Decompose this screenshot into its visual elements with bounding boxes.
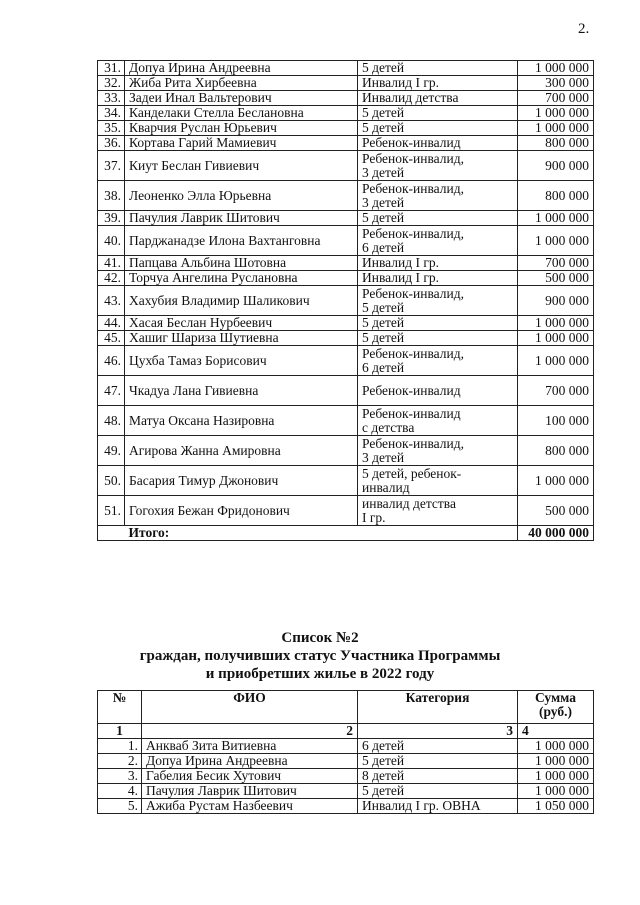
row-category <box>358 316 518 331</box>
row-name: Допуа Ирина Андреевна <box>125 61 358 76</box>
row-number: 31. <box>98 61 125 76</box>
row-sum: 800 000 <box>518 436 594 466</box>
row-category: 5 детей <box>358 754 518 769</box>
row-category <box>358 406 518 436</box>
row-sum: 800 000 <box>518 136 594 151</box>
index-cell: 2 <box>142 724 358 739</box>
table-row <box>98 799 594 814</box>
row-category: 8 детей <box>358 769 518 784</box>
category-line: 5 детей <box>362 299 405 315</box>
category-line: 5 детей <box>362 120 405 135</box>
category-line: 3 детей <box>362 194 405 210</box>
category-line: 5 детей <box>362 105 405 120</box>
row-number: 1. <box>98 739 142 754</box>
category-line: Ребенок-инвалид <box>362 405 461 421</box>
row-name: Допуа Ирина Андреевна <box>142 754 358 769</box>
category-line: I гр. <box>362 509 386 525</box>
row-name: Парджанадзе Илона Вахтанговна <box>125 226 358 256</box>
table-row <box>98 256 594 271</box>
row-sum: 1 000 000 <box>518 346 594 376</box>
list2-subtitle-2: и приобретших жилье в 2022 году <box>205 666 435 682</box>
category-line: Инвалид I гр. <box>362 75 440 90</box>
row-sum: 1 050 000 <box>518 799 594 814</box>
row-number: 36. <box>98 136 125 151</box>
row-number: 39. <box>98 211 125 226</box>
row-name: Пачулия Лаврик Шитович <box>142 784 358 799</box>
category-line: 5 детей <box>362 330 405 345</box>
row-name: Гогохия Бежан Фридонович <box>125 496 358 526</box>
table-row <box>98 226 594 256</box>
row-category <box>358 466 518 496</box>
row-sum: 1 000 000 <box>518 754 594 769</box>
category-line: Ребенок-инвалид, <box>362 225 464 241</box>
total-spacer <box>98 526 125 541</box>
row-category: 5 детей <box>358 784 518 799</box>
row-sum: 1 000 000 <box>518 466 594 496</box>
row-sum: 1 000 000 <box>518 211 594 226</box>
row-category <box>358 61 518 76</box>
category-line: Инвалид детства <box>362 90 459 105</box>
row-sum: 1 000 000 <box>518 769 594 784</box>
row-category <box>358 91 518 106</box>
list2-subtitle: граждан, получивших статус Участника Программы <box>139 648 501 664</box>
row-name: Матуа Оксана Назировна <box>125 406 358 436</box>
table-row <box>98 151 594 181</box>
category-line: Инвалид I гр. <box>362 255 440 270</box>
index-row <box>98 724 594 739</box>
row-category: Инвалид I гр. ОВНА <box>358 799 518 814</box>
row-number: 43. <box>98 286 125 316</box>
row-name: Хашиг Шариза Шутиевна <box>125 331 358 346</box>
row-category <box>358 106 518 121</box>
row-sum: 1 000 000 <box>518 61 594 76</box>
header-category: Категория <box>358 691 518 724</box>
list2-table <box>97 690 594 814</box>
row-number: 45. <box>98 331 125 346</box>
row-sum: 800 000 <box>518 181 594 211</box>
row-name: Киут Беслан Гивиевич <box>125 151 358 181</box>
category-line: 3 детей <box>362 164 405 180</box>
table-row <box>98 769 594 784</box>
index-cell: 4 <box>518 724 594 739</box>
category-line: Ребенок-инвалид <box>362 382 461 398</box>
category-line: инвалид <box>362 479 410 495</box>
row-number: 37. <box>98 151 125 181</box>
row-name: Жиба Рита Хирбеевна <box>125 76 358 91</box>
row-category <box>358 226 518 256</box>
row-sum: 900 000 <box>518 151 594 181</box>
list1-table <box>97 60 594 541</box>
row-sum: 700 000 <box>518 91 594 106</box>
table-row <box>98 406 594 436</box>
table-row <box>98 136 594 151</box>
row-number: 51. <box>98 496 125 526</box>
row-sum: 500 000 <box>518 496 594 526</box>
row-sum: 700 000 <box>518 256 594 271</box>
table-row <box>98 331 594 346</box>
table-row <box>98 286 594 316</box>
total-row <box>98 526 594 541</box>
table-row <box>98 496 594 526</box>
index-cell: 3 <box>358 724 518 739</box>
table-row <box>98 466 594 496</box>
category-line: 5 детей, ребенок- <box>362 465 462 481</box>
row-name: Леоненко Элла Юрьевна <box>125 181 358 211</box>
row-category <box>358 76 518 91</box>
row-sum: 1 000 000 <box>518 316 594 331</box>
header-row <box>98 691 594 724</box>
row-number: 46. <box>98 346 125 376</box>
list2-title: Список №2 <box>281 630 359 646</box>
row-number: 5. <box>98 799 142 814</box>
header-name: ФИО <box>142 691 358 724</box>
table-row <box>98 316 594 331</box>
category-line: Инвалид I гр. <box>362 270 440 285</box>
row-number: 32. <box>98 76 125 91</box>
row-number: 50. <box>98 466 125 496</box>
row-category <box>358 346 518 376</box>
row-name: Пачулия Лаврик Шитович <box>125 211 358 226</box>
category-line: с детства <box>362 419 415 435</box>
row-number: 3. <box>98 769 142 784</box>
row-category <box>358 331 518 346</box>
row-name: Кортава Гарий Мамиевич <box>125 136 358 151</box>
row-category <box>358 181 518 211</box>
row-category <box>358 376 518 406</box>
row-number: 38. <box>98 181 125 211</box>
table-row <box>98 739 594 754</box>
category-line: 6 детей <box>362 239 405 255</box>
table-row <box>98 181 594 211</box>
category-line: 5 детей <box>362 60 405 75</box>
row-category <box>358 151 518 181</box>
row-category <box>358 136 518 151</box>
row-category: 6 детей <box>358 739 518 754</box>
index-cell: 1 <box>98 724 142 739</box>
row-name: Торчуа Ангелина Руслановна <box>125 271 358 286</box>
row-number: 40. <box>98 226 125 256</box>
row-name: Габелия Бесик Хутович <box>142 769 358 784</box>
category-line: Ребенок-инвалид, <box>362 345 464 361</box>
row-category <box>358 286 518 316</box>
category-line: Ребенок-инвалид, <box>362 435 464 451</box>
row-name: Канделаки Стелла Беслановна <box>125 106 358 121</box>
row-number: 34. <box>98 106 125 121</box>
row-name: Задеи Инал Вальтерович <box>125 91 358 106</box>
header-no: № <box>98 691 142 724</box>
total-label: Итого: <box>125 526 518 541</box>
table-row <box>98 76 594 91</box>
category-line: 6 детей <box>362 359 405 375</box>
row-sum: 700 000 <box>518 376 594 406</box>
row-name: Папцава Альбина Шотовна <box>125 256 358 271</box>
row-name: Кварчия Руслан Юрьевич <box>125 121 358 136</box>
row-name: Чкадуа Лана Гивиевна <box>125 376 358 406</box>
row-sum: 500 000 <box>518 271 594 286</box>
table-row <box>98 436 594 466</box>
table-row <box>98 376 594 406</box>
row-number: 48. <box>98 406 125 436</box>
total-sum: 40 000 000 <box>518 526 594 541</box>
category-line: 3 детей <box>362 449 405 465</box>
table-row <box>98 106 594 121</box>
category-line: 5 детей <box>362 210 405 225</box>
category-line: Ребенок-инвалид, <box>362 180 464 196</box>
row-number: 44. <box>98 316 125 331</box>
table-row <box>98 346 594 376</box>
row-name: Хахубия Владимир Шаликович <box>125 286 358 316</box>
row-name: Хасая Беслан Нурбеевич <box>125 316 358 331</box>
row-number: 4. <box>98 784 142 799</box>
row-category <box>358 211 518 226</box>
table-row <box>98 91 594 106</box>
row-name: Анкваб Зита Витиевна <box>142 739 358 754</box>
row-sum: 300 000 <box>518 76 594 91</box>
header-sum-label: Сумма <box>534 690 577 705</box>
row-number: 33. <box>98 91 125 106</box>
row-number: 42. <box>98 271 125 286</box>
category-line: Ребенок-инвалид, <box>362 285 464 301</box>
header-sum <box>518 691 594 724</box>
table-row <box>98 61 594 76</box>
category-line: 5 детей <box>362 315 405 330</box>
table-row <box>98 121 594 136</box>
row-sum: 1 000 000 <box>518 106 594 121</box>
row-name: Ажиба Рустам Назбеевич <box>142 799 358 814</box>
row-category <box>358 271 518 286</box>
row-number: 47. <box>98 376 125 406</box>
row-number: 49. <box>98 436 125 466</box>
table-row <box>98 271 594 286</box>
page-number: 2. <box>578 21 590 37</box>
row-sum: 1 000 000 <box>518 739 594 754</box>
row-name: Басария Тимур Джонович <box>125 466 358 496</box>
table-row <box>98 211 594 226</box>
category-line: инвалид детства <box>362 495 456 511</box>
row-sum: 1 000 000 <box>518 331 594 346</box>
row-category <box>358 256 518 271</box>
row-name: Агирова Жанна Амировна <box>125 436 358 466</box>
table-row <box>98 784 594 799</box>
row-category <box>358 436 518 466</box>
category-line: Ребенок-инвалид, <box>362 150 464 166</box>
table-row <box>98 754 594 769</box>
row-number: 2. <box>98 754 142 769</box>
row-sum: 100 000 <box>518 406 594 436</box>
row-name: Цухба Тамаз Борисович <box>125 346 358 376</box>
row-number: 41. <box>98 256 125 271</box>
row-category <box>358 496 518 526</box>
category-line: Ребенок-инвалид <box>362 135 461 150</box>
row-category <box>358 121 518 136</box>
row-sum: 900 000 <box>518 286 594 316</box>
row-sum: 1 000 000 <box>518 121 594 136</box>
row-sum: 1 000 000 <box>518 226 594 256</box>
row-number: 35. <box>98 121 125 136</box>
row-sum: 1 000 000 <box>518 784 594 799</box>
header-sum-unit: (руб.) <box>538 704 573 719</box>
